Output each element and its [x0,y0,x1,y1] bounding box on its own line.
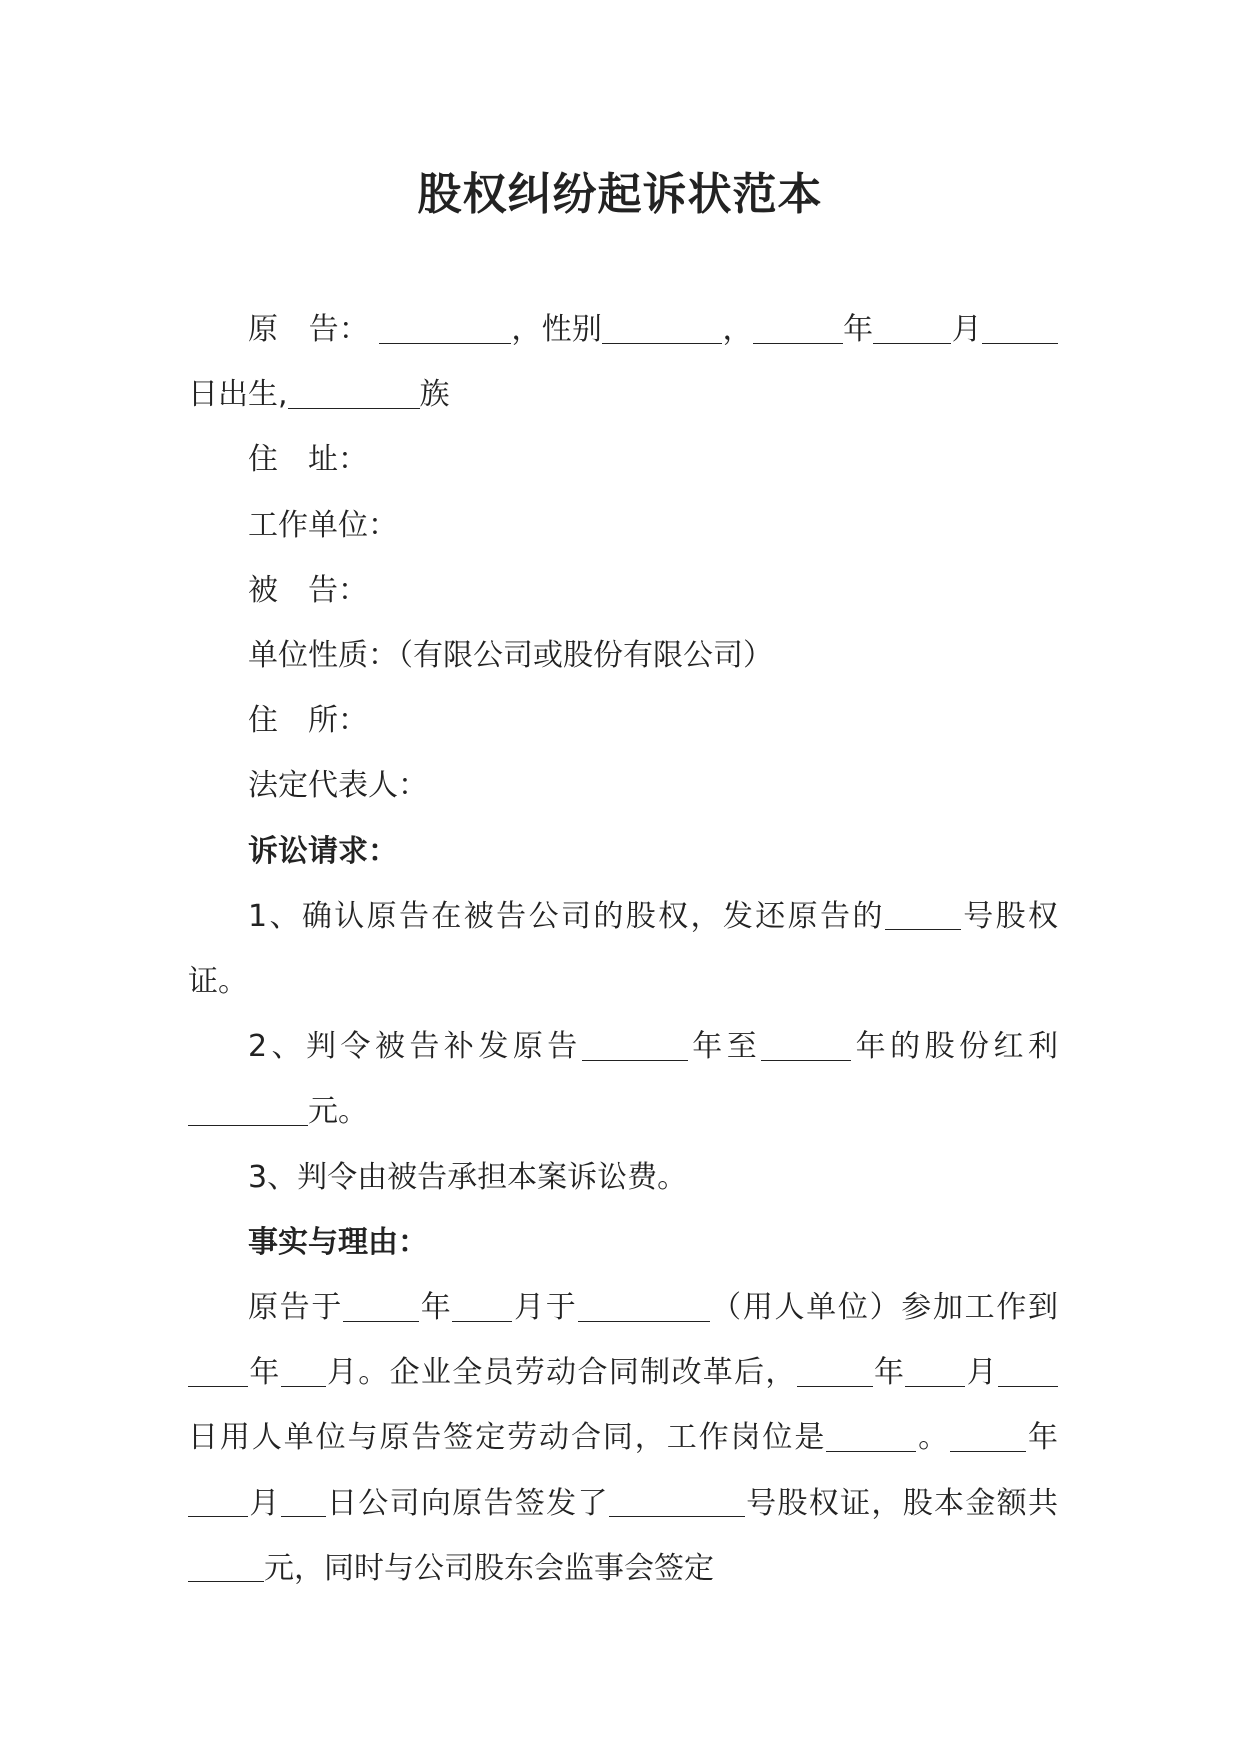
document-title: 股权纠纷起诉状范本 [417,169,823,220]
start-year-blank [582,1027,688,1061]
facts-text-14: 号股权证，股本金额共 [744,1485,1059,1521]
dividend-amount-blank [188,1092,308,1126]
comma-text: ， [722,312,753,347]
contract-month-blank-b [935,1353,965,1387]
contract-year-blank [797,1353,873,1387]
until-month-blank [281,1353,326,1387]
issue-month-blank [188,1483,248,1517]
legal-rep-line: 法定代表人： [248,768,428,804]
contract-day-blank [998,1353,1058,1387]
facts-text-4: （用人单位）参加工作到 [709,1290,1059,1326]
facts-text-15: 元，同时与公司股东会监事会签定 [264,1550,714,1586]
end-year-blank [761,1027,851,1061]
day-born-label: 日出生, [188,377,288,413]
join-month-blank [452,1288,512,1322]
plaintiff-paragraph [188,297,1058,427]
facts-text-3: 月于 [512,1290,578,1326]
contract-month-blank-a [905,1353,935,1387]
facts-heading: 事实与理由： [248,1224,428,1260]
facts-text-6: 月。企业全员劳动合同制改革后， [325,1355,797,1391]
facts-paragraph [188,1275,1058,1601]
issue-year-blank [950,1418,1026,1452]
facts-text-9: 日用人单位与原告签定劳动合同，工作岗位是 [188,1420,827,1456]
claim-2-text-b: 年至 [687,1029,762,1065]
gender-label: ，性别 [511,312,603,347]
job-position-blank-b [886,1418,916,1452]
year-label: 年 [842,312,874,347]
month-label: 月 [951,312,982,347]
claim-item-1 [188,884,1058,1014]
ethnicity-label: 族 [419,377,450,413]
facts-text-12: 月 [248,1485,281,1521]
document-body [188,297,1058,1601]
claim-item-3: 3、判令由被告承担本案诉讼费。 [248,1159,688,1195]
employer-blank [578,1288,710,1322]
plaintiff-label: 原 告： [248,312,370,347]
birth-month-blank [873,310,951,344]
claim-2-text-d: 元。 [308,1094,368,1130]
facts-text-11: 年 [1026,1420,1059,1456]
join-year-blank [343,1288,419,1322]
plaintiff-name-blank [379,310,511,344]
job-position-blank-a [826,1418,886,1452]
residence-line: 住 所： [248,703,368,739]
certificate-number-blank [885,896,961,930]
gender-blank [602,310,722,344]
claim-1-text-a: 1、确认原告在被告公司的股权，发还原告的 [248,898,885,934]
birth-year-blank [753,310,843,344]
address-line: 住 址： [248,442,368,478]
claim-2-text-a: 2、判令被告补发原告 [248,1029,582,1065]
facts-text-5: 年 [248,1355,281,1391]
facts-text-2: 年 [419,1290,453,1326]
share-amount-blank [188,1548,264,1582]
issue-day-blank [281,1483,326,1517]
claim-item-2 [188,1014,1058,1144]
claim-1-text-b: 号股权证。 [188,898,1059,1000]
ethnicity-blank [288,375,420,409]
facts-text-1: 原告于 [248,1290,344,1326]
defendant-line: 被 告： [248,572,368,608]
claims-heading: 诉讼请求： [248,833,398,869]
birth-day-blank [982,310,1058,344]
facts-text-8: 月 [965,1355,999,1391]
unit-nature-line: 单位性质：（有限公司或股份有限公司） [248,638,773,674]
until-year-blank [188,1353,248,1387]
claim-2-text-c: 年的股份红利 [851,1029,1058,1065]
facts-text-10: 。 [916,1420,951,1456]
facts-text-7: 年 [872,1355,906,1391]
facts-text-13: 日公司向原告签发了 [325,1485,609,1521]
work-unit-line: 工作单位： [248,507,398,543]
share-certificate-blank [609,1483,745,1517]
